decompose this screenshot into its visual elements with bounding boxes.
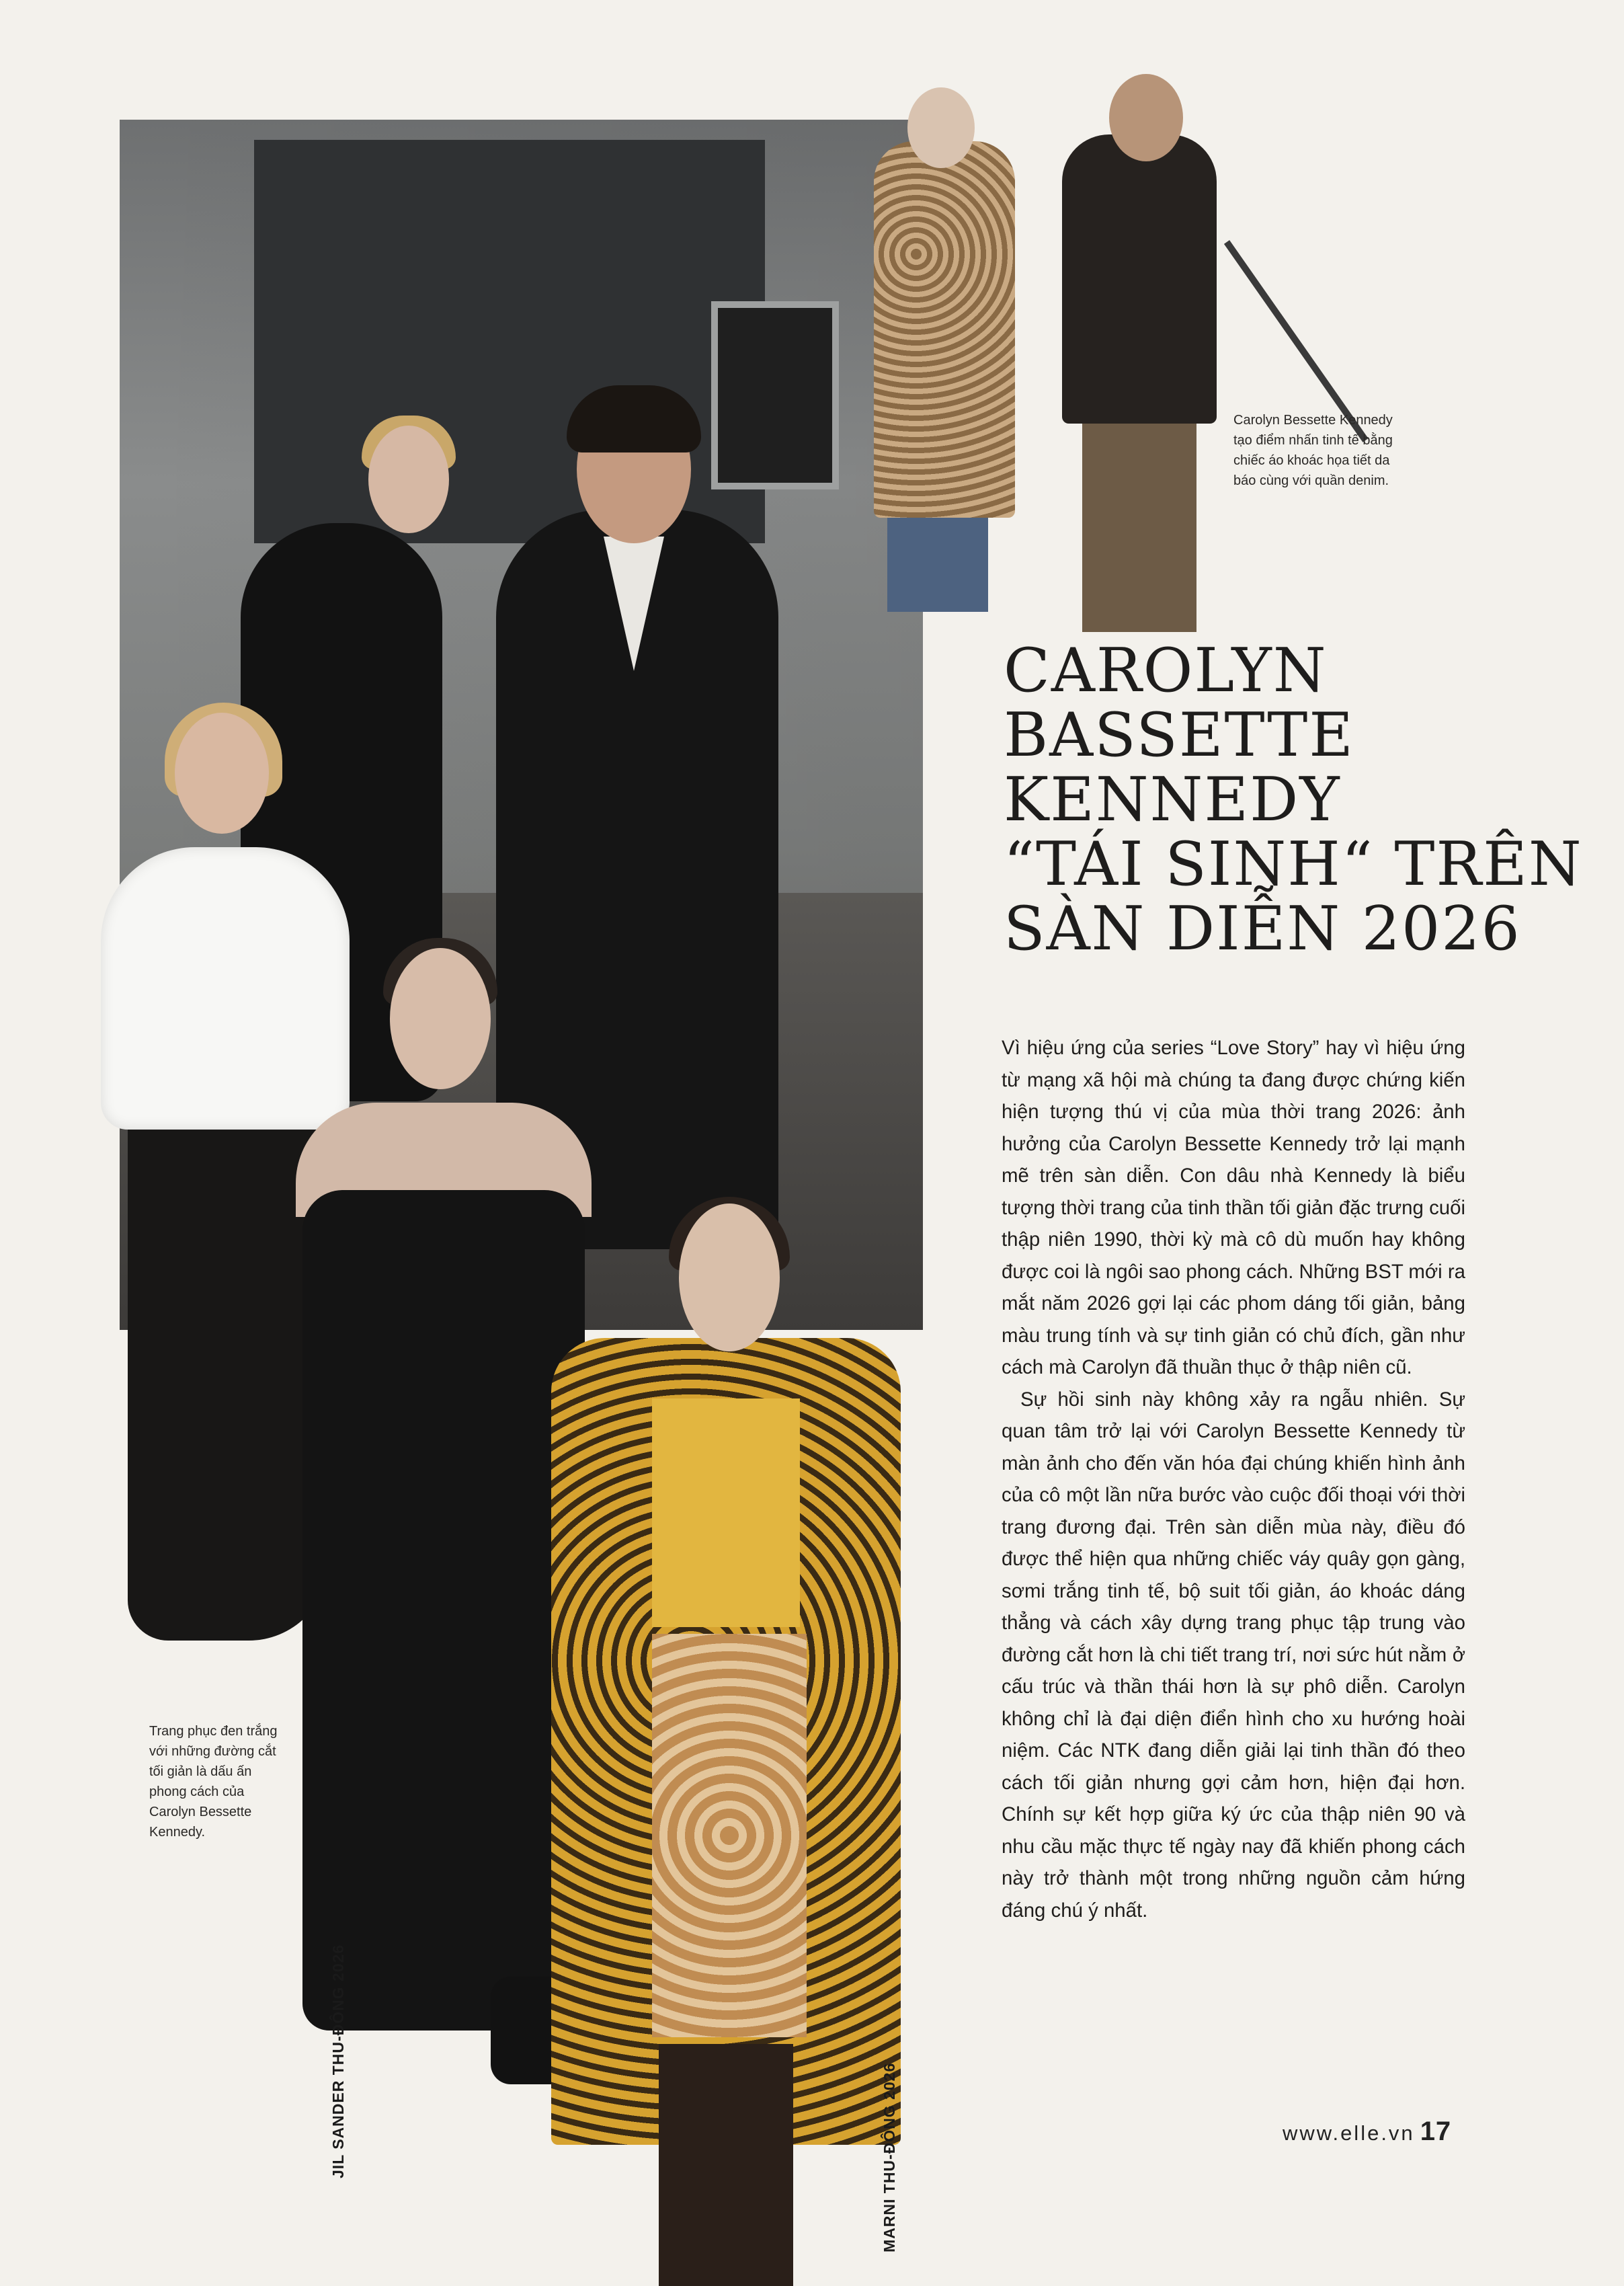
headline-line-5: SÀN DIỄN 2026 bbox=[1004, 894, 1521, 964]
caption-left: Trang phục đen trắng với những đường cắt tối giản là dấu ấn phong cách của Carolyn Bessette Kennedy. bbox=[149, 1724, 278, 1840]
credit-jil-sander: JIL SANDER THU-ĐÔNG 2026 bbox=[329, 1944, 347, 2178]
body-paragraph-2: Sự hồi sinh này không xảy ra ngẫu nhiên. Sự quan tâm trở lại với Carolyn Bessette Kennedy từ màn ảnh cho đến văn hóa đại chúng khiến hình ảnh của cô một lần nữa bước vào cuộc đối thoại với thời trang đương đại. Trên sàn diễn mùa này, điều đó được thể hiện qua những chiếc váy quây gọn gàng, sơmi trắng tinh tế, bộ suit tối giản, áo khoác dáng thẳng và cách xây dựng trang phục tập trung vào đường cắt hơn là chi tiết trang trí, nơi sức hút nằm ở cấu trúc và thần thái hơn là sự phô diễn. Carolyn không chỉ là đại diện điển hình cho xu hướng hoài niệm. Các NTK đang diễn giải lại tinh thần đó theo cách tối giản nhưng gợi cảm hơn, hiện đại hơn. Chính sự kết hợp giữa ký ức của thập niên 90 và nhu cầu mặc thực tế ngày nay đã khiến phong cách này trở thành một trong những nguồn cảm hứng đáng chú ý nhất. bbox=[1002, 1388, 1465, 1922]
photo-man-face bbox=[1109, 74, 1183, 161]
photo-model-face bbox=[679, 1204, 780, 1351]
headline-line-3: KENNEDY bbox=[1004, 764, 1341, 835]
street-photo-leopard-coat bbox=[860, 74, 1398, 585]
photo-leopard-coat bbox=[874, 141, 1015, 518]
photo-woman-face bbox=[907, 87, 975, 168]
photo-yellow-top bbox=[652, 1398, 800, 1627]
photo-man-trousers bbox=[1082, 397, 1196, 632]
photo-brown-boots bbox=[659, 2044, 793, 2286]
headline-line-1: CAROLYN bbox=[1004, 635, 1328, 706]
headline-line-4: “TÁI SINH“ TRÊN bbox=[1004, 829, 1583, 900]
article-body bbox=[1002, 1032, 1465, 1926]
photo-woman-face bbox=[368, 426, 449, 533]
marni-runway-look bbox=[551, 1204, 901, 2286]
caption-top-right: Carolyn Bessette Kennedy tạo điểm nhấn tinh tế bằng chiếc áo khoác họa tiết da báo cùng với quần denim. bbox=[1233, 413, 1393, 488]
photo-model-face bbox=[390, 948, 491, 1089]
photo-floral-skirt bbox=[652, 1634, 807, 2037]
photo-woman-face bbox=[175, 713, 269, 834]
headline-line-2: BASSETTE bbox=[1004, 700, 1354, 771]
photo-door-window bbox=[711, 301, 839, 489]
article-headline bbox=[1004, 635, 1583, 964]
photo-man-hair bbox=[567, 385, 701, 452]
page-footer bbox=[1283, 2117, 1451, 2147]
page-number: 17 bbox=[1420, 2117, 1452, 2146]
photo-man-jacket bbox=[1062, 134, 1217, 424]
photo-strapless-black-dress bbox=[302, 1190, 585, 2031]
footer-url: www.elle.vn bbox=[1283, 2121, 1415, 2145]
body-paragraph-1: Vì hiệu ứng của series “Love Story” hay vì hiệu ứng từ mạng xã hội mà chúng ta đang được chứng kiến hiện tượng thú vị của mùa thời trang 2026: ảnh hưởng của Carolyn Bessette Kennedy trở lại mạnh mẽ trên sàn diễn. Con dâu nhà Kennedy là biểu tượng thời trang của tinh thần tối giản đặc trưng cuối thập niên 1990, thời kỳ mà cô dù muốn hay không được coi là ngôi sao phong cách. Những BST mới ra mắt năm 2026 gợi lại các phom dáng tối giản, bảng màu trung tính và sự tinh giản có chủ đích, gần như cách mà Carolyn đã thuần thục ở thập niên cũ. bbox=[1002, 1037, 1466, 1378]
credit-marni: MARNI THU-ĐÔNG 2026 bbox=[881, 2062, 898, 2252]
